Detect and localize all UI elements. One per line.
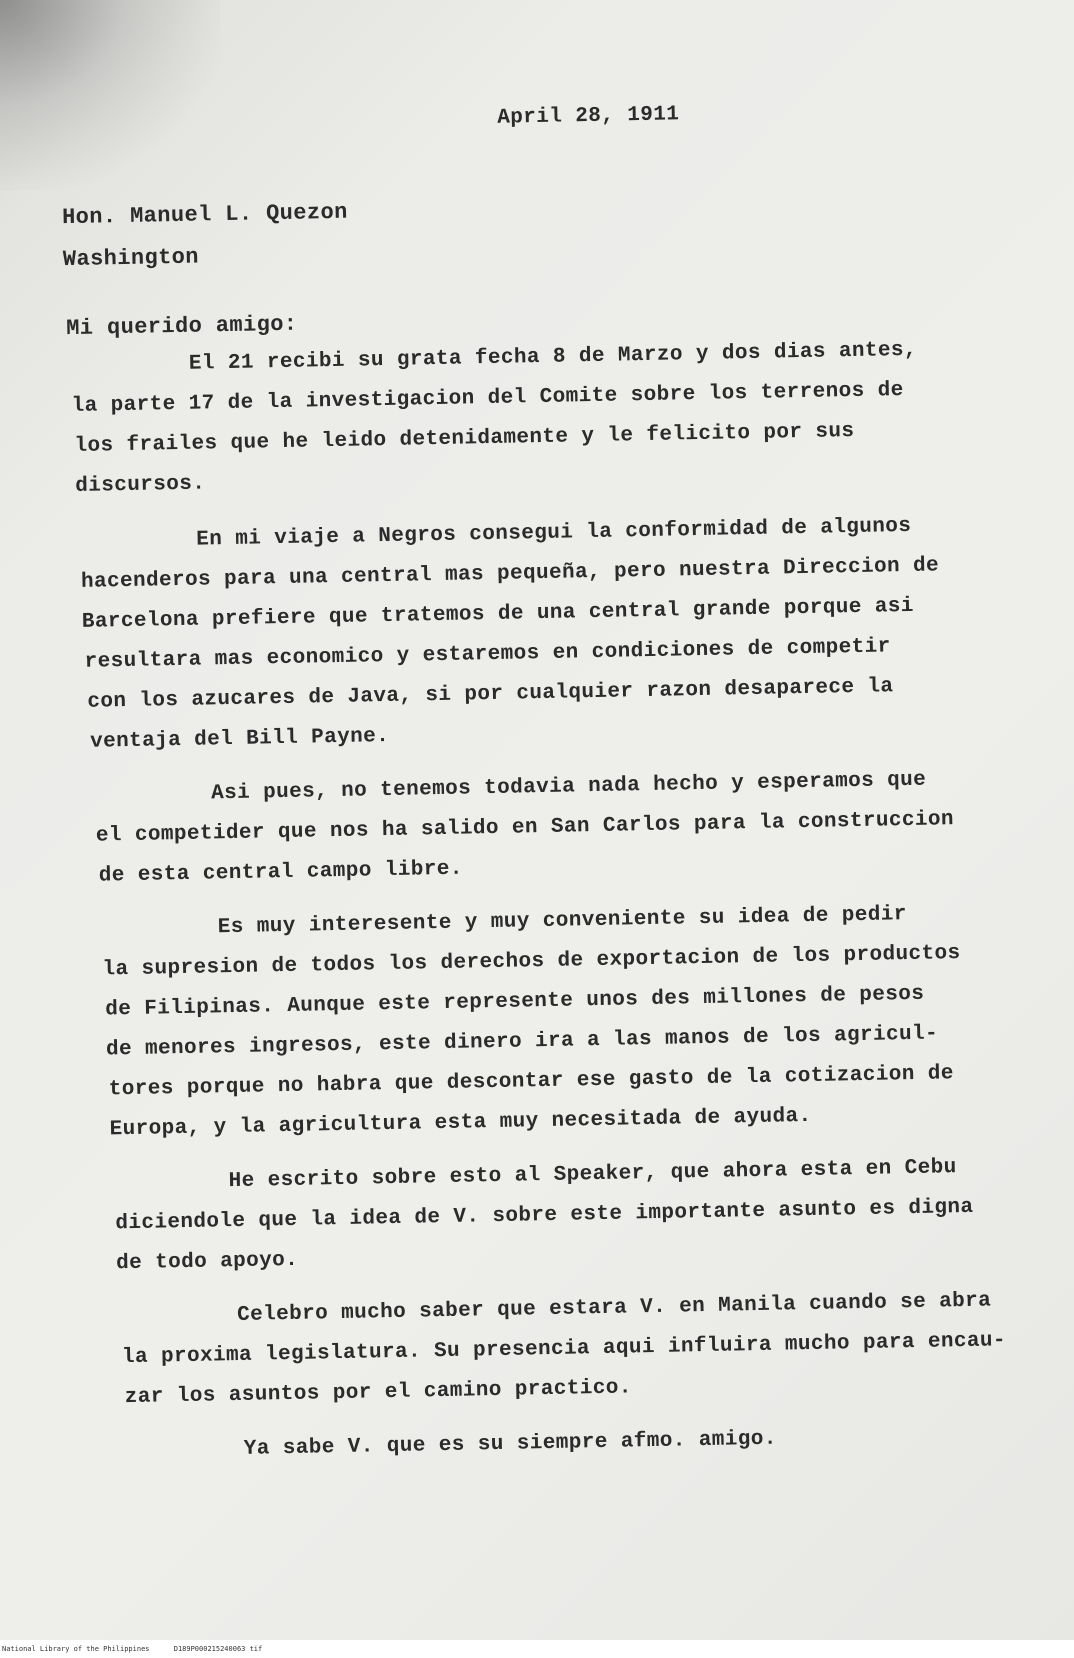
body-line: resultara mas economico y estaremos en condiciones de competir [84, 635, 891, 674]
body-line: tores porque no habra que descontar ese gasto de la cotizacion de [108, 1062, 955, 1102]
body-line: de esta central campo libre. [98, 857, 463, 888]
closing-line: Ya sabe V. que es su siempre afmo. amigo. [243, 1427, 777, 1461]
body-line: la proxima legislatura. Su presencia aqui influira mucho para encau- [121, 1329, 1007, 1370]
file-id: D189P000215240063 tif [173, 1645, 263, 1653]
letter-date: April 28, 1911 [497, 103, 680, 130]
recipient-city: Washington [62, 244, 200, 273]
body-line: hacenderos para una central mas pequeña, pero nuestra Direccion de [80, 554, 940, 594]
body-line: de Filipinas. Aunque este represente unos des millones de pesos [105, 982, 925, 1022]
recipient-name: Hon. Manuel L. Quezon [61, 199, 348, 231]
body-line: de todo apoyo. [115, 1248, 299, 1276]
body-line: Es muy interesente y muy conveniente su idea de pedir [217, 903, 907, 940]
body-line: el competider que nos ha salido en San Carlos para la construccion [95, 808, 955, 848]
body-line: El 21 recibi su grata fecha 8 de Marzo y dos dias antes, [188, 338, 918, 376]
body-line: ventaja del Bill Payne. [89, 724, 390, 754]
body-line: diciendole que la idea de V. sobre este importante asunto es digna [115, 1195, 974, 1236]
body-line: la supresion de todos los derechos de exportacion de los productos [102, 942, 961, 982]
salutation: Mi querido amigo: [65, 311, 298, 342]
body-line: Barcelona prefiere que tratemos de una central grande porque asi [81, 594, 915, 634]
body-line: de menores ingresos, este dinero ira a las manos de los agricul- [105, 1022, 939, 1062]
body-line: En mi viaje a Negros consegui la conformidad de algunos [196, 514, 912, 552]
body-line: Europa, y la agricultura esta muy necesitada de ayuda. [109, 1104, 812, 1142]
body-line: los frailes que he leido detenidamente y le felicito por sus [74, 419, 855, 458]
body-line: Asi pues, no tenemos todavia nada hecho y esperamos que [210, 768, 927, 806]
body-line: la parte 17 de la investigacion del Comite sobre los terrenos de [71, 379, 904, 419]
scan-footer [0, 1640, 1074, 1658]
body-line: con los azucares de Java, si por cualquier razon desaparece la [87, 675, 894, 714]
body-line: Celebro mucho saber que estara V. en Manila cuando se abra [236, 1289, 992, 1327]
library-credit: National Library of the Philippines [2, 1645, 150, 1653]
body-line: discursos. [75, 472, 206, 498]
body-line: He escrito sobre esto al Speaker, que ahora esta en Cebu [228, 1156, 957, 1194]
body-line: zar los asuntos por el camino practico. [124, 1376, 632, 1410]
